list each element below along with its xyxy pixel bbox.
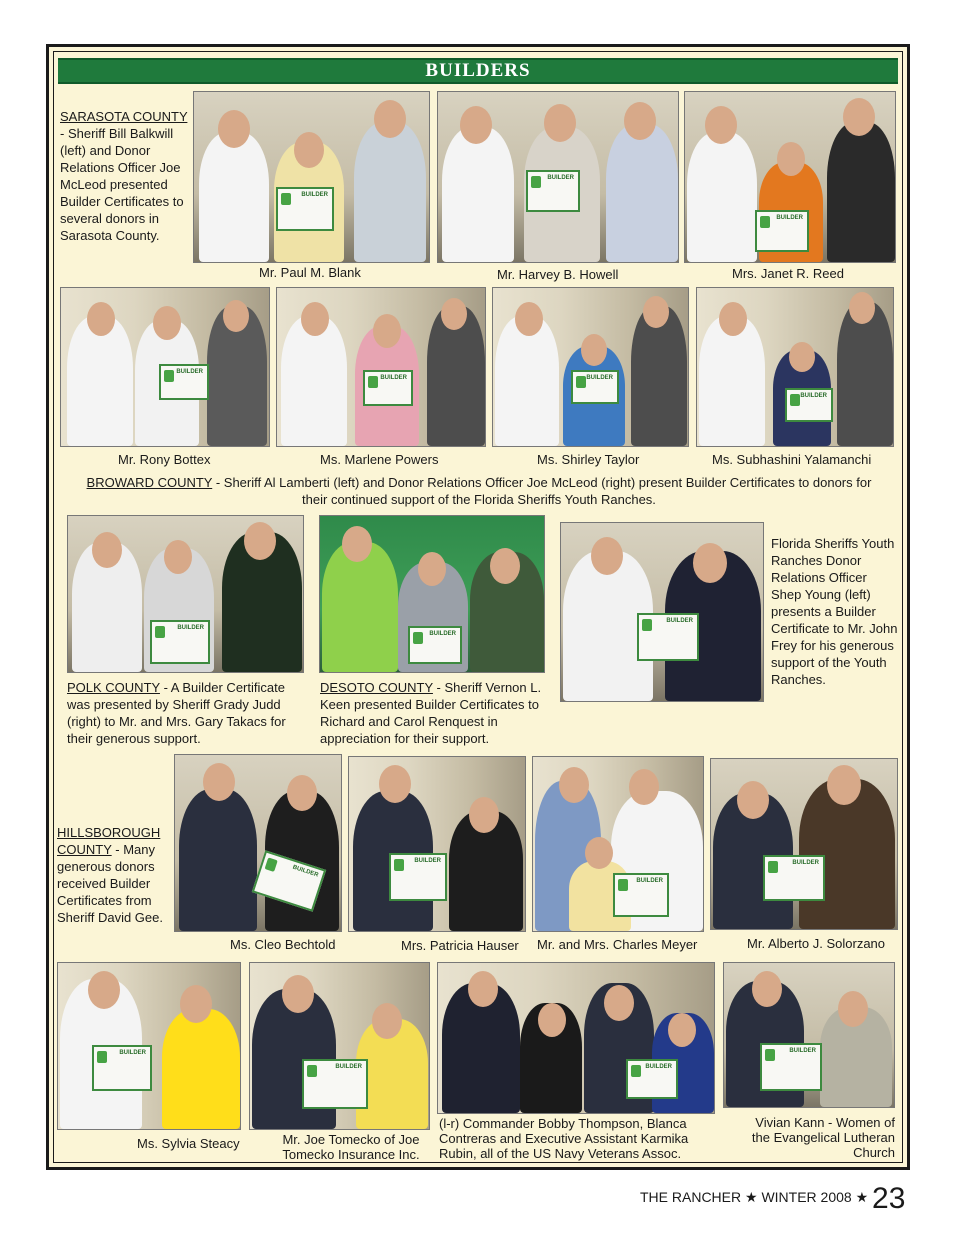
page-footer <box>640 1182 905 1216</box>
photo-blank: BUILDER <box>193 91 430 263</box>
frey-text: Florida Sheriffs Youth Ranches Donor Relations Officer Shep Young (left) presents a Builder Certificate to Mr. John Frey for his generous support of the Youth Ranches. <box>771 536 898 687</box>
photo-steacy: BUILDER <box>57 962 241 1130</box>
photo-powers: BUILDER <box>276 287 486 447</box>
polk-body: - A Builder Certificate was presented by Sheriff Grady Judd (right) to Mr. and Mrs. Gary Takacs for their generous support. <box>67 680 286 746</box>
caption-blank: Mr. Paul M. Blank <box>259 265 361 280</box>
broward-heading: BROWARD COUNTY <box>86 475 213 490</box>
caption-navy: (l-r) Commander Bobby Thompson, Blanca Contreras and Executive Assistant Karmika Rubin, all of the US Navy Veterans Assoc. <box>439 1116 689 1161</box>
broward-text <box>86 474 872 508</box>
hillsborough-body: - Many generous donors received Builder Certificates from Sheriff David Gee. <box>57 842 163 925</box>
photo-hauser: BUILDER <box>348 756 526 932</box>
photo-navy: BUILDER <box>437 962 715 1114</box>
caption-solorzano: Mr. Alberto J. Solorzano <box>747 936 886 951</box>
caption-reed: Mrs. Janet R. Reed <box>732 266 844 281</box>
photo-solorzano: BUILDER <box>710 758 898 930</box>
photo-frey: BUILDER <box>560 522 764 702</box>
desoto-heading: DESOTO COUNTY <box>320 680 433 695</box>
photo-meyer: BUILDER <box>532 756 704 932</box>
photo-bottex: BUILDER <box>60 287 270 447</box>
caption-hauser: Mrs. Patricia Hauser <box>401 938 519 953</box>
caption-bechtold: Ms. Cleo Bechtold <box>230 937 336 952</box>
desoto-body: - Sheriff Vernon L. Keen presented Builder Certificates to Richard and Carol Renquest in appreciation for their support. <box>320 680 542 746</box>
page-number: 23 <box>872 1182 906 1215</box>
caption-taylor: Ms. Shirley Taylor <box>537 452 640 467</box>
hillsborough-heading: HILLSBOROUGH COUNTY <box>57 825 161 857</box>
section-banner: BUILDERS <box>58 58 898 84</box>
caption-steacy: Ms. Sylvia Steacy <box>137 1136 240 1151</box>
photo-bechtold: BUILDER <box>174 754 342 932</box>
sarasota-body: - Sheriff Bill Balkwill (left) and Donor Relations Officer Joe McLeod presented Builder Certificates to several donors in Sarasota County. <box>60 126 184 243</box>
photo-howell: BUILDER <box>437 91 679 263</box>
photo-polk: BUILDER <box>67 515 304 673</box>
photo-reed: BUILDER <box>684 91 896 263</box>
photo-taylor: BUILDER <box>492 287 689 447</box>
desoto-text <box>320 679 552 747</box>
photo-desoto: BUILDER <box>319 515 545 673</box>
caption-yalamanchi: Ms. Subhashini Yalamanchi <box>712 452 872 467</box>
sarasota-heading: SARASOTA COUNTY <box>60 109 188 124</box>
caption-meyer: Mr. and Mrs. Charles Meyer <box>537 937 698 952</box>
polk-text <box>67 679 307 747</box>
caption-tomecko: Mr. Joe Tomecko of Joe Tomecko Insurance Inc. <box>282 1132 420 1162</box>
polk-heading: POLK COUNTY <box>67 680 160 695</box>
footer-text: THE RANCHER ★ WINTER 2008 ★ <box>640 1189 869 1205</box>
broward-body: - Sheriff Al Lamberti (left) and Donor Relations Officer Joe McLeod (right) present Builder Certificates to donors for their continued support of the Florida Sheriffs Youth Ranches. <box>212 475 872 507</box>
photo-yalamanchi: BUILDER <box>696 287 894 447</box>
hillsborough-text <box>57 824 171 926</box>
photo-kann: BUILDER <box>723 962 895 1108</box>
caption-bottex: Mr. Rony Bottex <box>118 452 211 467</box>
caption-howell: Mr. Harvey B. Howell <box>497 267 619 282</box>
photo-tomecko: BUILDER <box>249 962 430 1130</box>
caption-kann: Vivian Kann - Women of the Evangelical Lutheran Church <box>751 1115 895 1160</box>
caption-powers: Ms. Marlene Powers <box>320 452 439 467</box>
sarasota-intro <box>60 108 188 244</box>
